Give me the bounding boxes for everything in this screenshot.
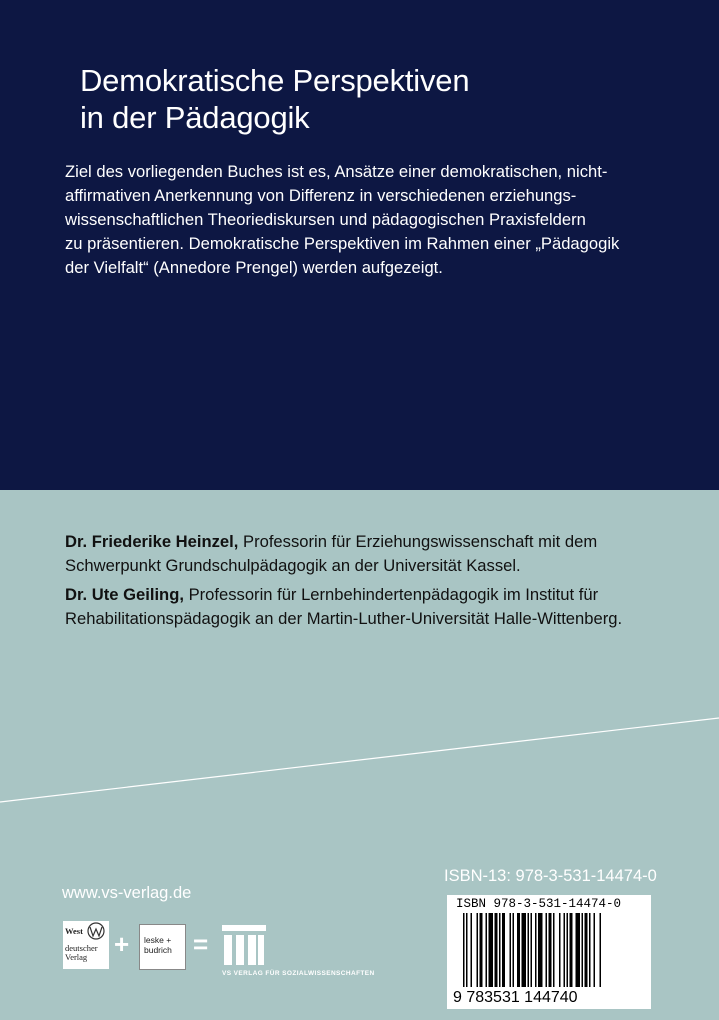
barcode-bar — [576, 913, 581, 987]
barcode-bar — [513, 913, 515, 987]
barcode-bar — [480, 913, 483, 987]
description-line: affirmativen Anerkennung von Differenz in verschiedenen erziehungs- — [65, 186, 577, 205]
author-name: Dr. Friederike Heinzel, — [65, 532, 239, 551]
leske-budrich-logo — [139, 924, 186, 970]
author-affiliation: Rehabilitationspädagogik an der Martin-Luther-Universität Halle-Wittenberg. — [65, 609, 623, 628]
barcode-bar — [549, 913, 552, 987]
barcode-bar — [564, 913, 566, 987]
isbn-label: ISBN-13: 978-3-531-14474-0 — [444, 867, 657, 885]
author-affiliation: Schwerpunkt Grundschulpädagogik an der Universität Kassel. — [65, 556, 521, 575]
equals-sign: = — [193, 929, 209, 959]
barcode-bar — [528, 913, 530, 987]
author-geiling — [65, 583, 705, 631]
barcode-bar — [600, 913, 602, 987]
barcode-bar — [559, 913, 561, 987]
barcode-bar — [585, 913, 588, 987]
barcode-bar — [567, 913, 569, 987]
logo-text: deutscher — [65, 943, 98, 953]
author-heinzel — [65, 530, 705, 578]
author-role: Professorin für Lernbehindertenpädagogik im Institut für — [183, 585, 599, 604]
barcode-bar — [463, 913, 465, 987]
barcode-bars — [447, 895, 651, 995]
barcode-bar — [546, 913, 548, 987]
barcode-bar — [594, 913, 596, 987]
vs-verlag-caption: VS VERLAG FÜR SOZIALWISSENSCHAFTEN — [222, 970, 375, 977]
westdeutscher-verlag-logo — [63, 921, 109, 969]
vs-verlag-logo-icon — [222, 925, 266, 967]
title-line-1: Demokratische Perspektiven — [80, 63, 470, 98]
logo-text: leske + — [144, 935, 172, 945]
barcode-bar — [535, 913, 537, 987]
barcode-bar — [486, 913, 488, 987]
barcode-bar — [589, 913, 591, 987]
barcode-bar — [531, 913, 533, 987]
barcode-bar — [502, 913, 505, 987]
barcode-bar — [582, 913, 584, 987]
plus-sign: + — [114, 929, 130, 959]
description-line: Ziel des vorliegenden Buches ist es, Ansätze einer demokratischen, nicht- — [65, 162, 608, 181]
description-line: der Vielfalt“ (Annedore Prengel) werden aufgezeigt. — [65, 258, 443, 277]
barcode-bar — [489, 913, 494, 987]
author-name: Dr. Ute Geiling, — [65, 585, 184, 604]
barcode-bar — [553, 913, 555, 987]
barcode-isbn-text: ISBN 978-3-531-14474-0 — [456, 897, 622, 911]
title-line-2: in der Pädagogik — [80, 100, 310, 135]
author-role: Professorin für Erziehungswissenschaft mit dem — [238, 532, 598, 551]
logo-text: West — [65, 926, 83, 936]
barcode-bar — [471, 913, 473, 987]
description-line: zu präsentieren. Demokratische Perspektiven im Rahmen einer „Pädagogik — [65, 234, 620, 253]
barcode-bar — [538, 913, 543, 987]
book-title — [80, 62, 469, 136]
barcode-bar — [495, 913, 498, 987]
barcode-bar — [510, 913, 512, 987]
description-line: wissenschaftlichen Theoriediskursen und pädagogischen Praxisfeldern — [65, 210, 586, 229]
logo-text: budrich — [144, 945, 172, 955]
barcode-bar — [522, 913, 527, 987]
barcode-bar — [466, 913, 468, 987]
isbn-barcode: ISBN 978-3-531-14474-0 9 783531 144740 — [447, 895, 651, 1009]
barcode-bar — [570, 913, 573, 987]
barcode-bar — [477, 913, 479, 987]
diagonal-divider-line — [0, 690, 719, 810]
barcode-bar — [499, 913, 501, 987]
book-description — [65, 160, 705, 280]
publisher-url[interactable]: www.vs-verlag.de — [62, 884, 192, 902]
logo-text: Verlag — [65, 952, 88, 962]
barcode-bar — [517, 913, 520, 987]
